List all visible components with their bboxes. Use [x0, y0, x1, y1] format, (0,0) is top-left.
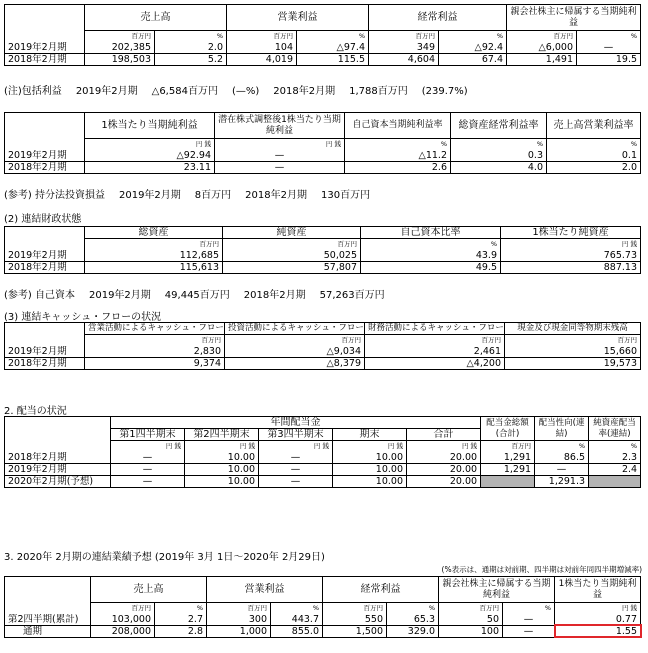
header-eps: 1株当たり当期純利益 — [85, 113, 215, 139]
header-roe: 自己資本当期純利益率 — [345, 113, 451, 139]
section-title: (2) 連結財政状態 — [4, 214, 82, 225]
header-annual-dividend: 年間配当金 — [111, 417, 481, 429]
table-row: 2018年2月期 9,374 △8,379 △4,200 19,573 — [5, 357, 641, 369]
table-row: 2019年2月期 — 10.00 — 10.00 20.00 1,291 — 2.4 — [5, 463, 641, 475]
header-ordinary-income: 経常利益 — [369, 5, 507, 31]
equity-method-line: (参考) 持分法投資損益 2019年2月期 8百万円 2018年2月期 130百万円 — [4, 190, 371, 201]
header-net-assets: 純資産 — [223, 227, 361, 239]
table-row: 2020年2月期(予想) — 10.00 — 10.00 20.00 1,291.3 — [5, 475, 641, 487]
header-financing-cf: 財務活動によるキャッシュ・フロー — [365, 323, 505, 335]
table-row: 2019年2月期 △92.94 — △11.2 0.3 0.1 — [5, 150, 641, 162]
table-row: 2019年2月期 112,685 50,025 43.9 765.73 — [5, 250, 641, 262]
header-equity-ratio: 自己資本比率 — [361, 227, 501, 239]
header-sales: 売上高 — [85, 5, 227, 31]
cash-flow-table: 営業活動によるキャッシュ・フロー 投資活動によるキャッシュ・フロー 財務活動によるキャッシュ・フロー 現金及び現金同等物期末残高 百万円 百万円 百万円 百万円 2019年2月期 2,830 △9,034 2,461 15,660 2018年2月期 9,374 △8,379 △4,200 19,573 — [4, 322, 641, 370]
forecast-table: 売上高 営業利益 経常利益 親会社株主に帰属する当期純利益 1株当たり当期純利益 百万円 % 百万円 % 百万円 % 百万円 % 円 銭 第2四半期(累計) 103,000 2.7 300 443.7 550 65.3 50 — 0.77 通期 208,000 2.8 1,000 855.0 1,500 329.0 100 — 1.55 — [4, 576, 641, 638]
forecast-note: (%表示は、通期は対前期、四半期は対前年同四半期増減率) — [441, 565, 642, 574]
comprehensive-income-line: (注)包括利益 2019年2月期 △6,584百万円 (—%) 2018年2月期 1,788百万円 (239.7%) — [4, 86, 468, 97]
financial-position-table: 総資産 純資産 自己資本比率 1株当たり純資産 百万円 百万円 % 円 銭 2019年2月期 112,685 50,025 43.9 765.73 2018年2月期 115,613 57,807 49.5 887.13 — [4, 226, 641, 274]
header-bps: 1株当たり純資産 — [501, 227, 641, 239]
table-row: 2019年2月期 202,385 2.0 104 △97.4 349 △92.4 △6,000 — — [5, 42, 641, 54]
dividend-table: 年間配当金 配当金総額(合計) 配当性向(連結) 純資産配当率(連結) 第1四半期末 第2四半期末 第3四半期末 期末 合計 円 銭 円 銭 円 銭 円 銭 円 銭 百万円 % % 2018年2月期 — 10.00 — 10.00 20.00 1,291 86.5 2.3 2019年2月期 — 10.00 — 10.00 20.00 1,291 — 2.4 2020年2月期(予想) — 10.00 — 10.00 20.00 1,291.3 — [4, 416, 641, 488]
header-diluted-eps: 潜在株式調整後1株当たり当期純利益 — [215, 113, 345, 139]
table-row: 第2四半期(累計) 103,000 2.7 300 443.7 550 65.3 50 — 0.77 — [5, 614, 641, 626]
table-row: 2019年2月期 2,830 △9,034 2,461 15,660 — [5, 346, 641, 358]
header-roa: 総資産経常利益率 — [451, 113, 547, 139]
header-operating-cf: 営業活動によるキャッシュ・フロー — [85, 323, 225, 335]
section-title: 3. 2020年 2月期の連結業績予想 (2019年 3月 1日〜2020年 2月29日) — [4, 552, 325, 563]
section-title: (3) 連結キャッシュ・フローの状況 — [4, 312, 162, 323]
own-capital-line: (参考) 自己資本 2019年2月期 49,445百万円 2018年2月期 57,263百万円 — [4, 290, 385, 301]
header-total-assets: 総資産 — [85, 227, 223, 239]
section-title: 2. 配当の状況 — [4, 406, 67, 417]
header-forecast-net: 親会社株主に帰属する当期純利益 — [439, 577, 555, 603]
header-total-dividend: 配当金総額(合計) — [481, 417, 535, 441]
header-net-income: 親会社株主に帰属する当期純利益 — [507, 5, 641, 31]
header-investing-cf: 投資活動によるキャッシュ・フロー — [225, 323, 365, 335]
highlighted-eps-cell: 1.55 — [555, 625, 641, 637]
header-cash-balance: 現金及び現金同等物期末残高 — [505, 323, 641, 335]
table-row: 2018年2月期 198,503 5.2 4,019 115.5 4,604 67.4 1,491 19.5 — [5, 53, 641, 65]
table-row: 2018年2月期 23.11 — 2.6 4.0 2.0 — [5, 161, 641, 173]
header-operating-margin: 売上高営業利益率 — [547, 113, 641, 139]
header-forecast-eps: 1株当たり当期純利益 — [555, 577, 641, 603]
header-doe: 純資産配当率(連結) — [589, 417, 641, 441]
header-operating-income: 営業利益 — [227, 5, 369, 31]
earnings-table: 売上高 営業利益 経常利益 親会社株主に帰属する当期純利益 百万円 % 百万円 % 百万円 % 百万円 % 2019年2月期 202,385 2.0 104 △97.4 349 △92.4 △6,000 — 2018年2月期 198,503 5.2 4,019 115.5 4,604 67.4 1,491 19.5 — [4, 4, 641, 66]
header-forecast-operating: 営業利益 — [207, 577, 323, 603]
table-row: 2018年2月期 115,613 57,807 49.5 887.13 — [5, 261, 641, 273]
table-row: 2018年2月期 — 10.00 — 10.00 20.00 1,291 86.5 2.3 — [5, 452, 641, 464]
header-payout-ratio: 配当性向(連結) — [535, 417, 589, 441]
table-row: 通期 208,000 2.8 1,000 855.0 1,500 329.0 100 — 1.55 — [5, 625, 641, 637]
per-share-table: 1株当たり当期純利益 潜在株式調整後1株当たり当期純利益 自己資本当期純利益率 総資産経常利益率 売上高営業利益率 円 銭 円 銭 % % % 2019年2月期 △92.94 — △11.2 0.3 0.1 2018年2月期 23.11 — 2.6 4.0 2.0 — [4, 112, 641, 174]
header-forecast-ordinary: 経常利益 — [323, 577, 439, 603]
header-forecast-sales: 売上高 — [91, 577, 207, 603]
